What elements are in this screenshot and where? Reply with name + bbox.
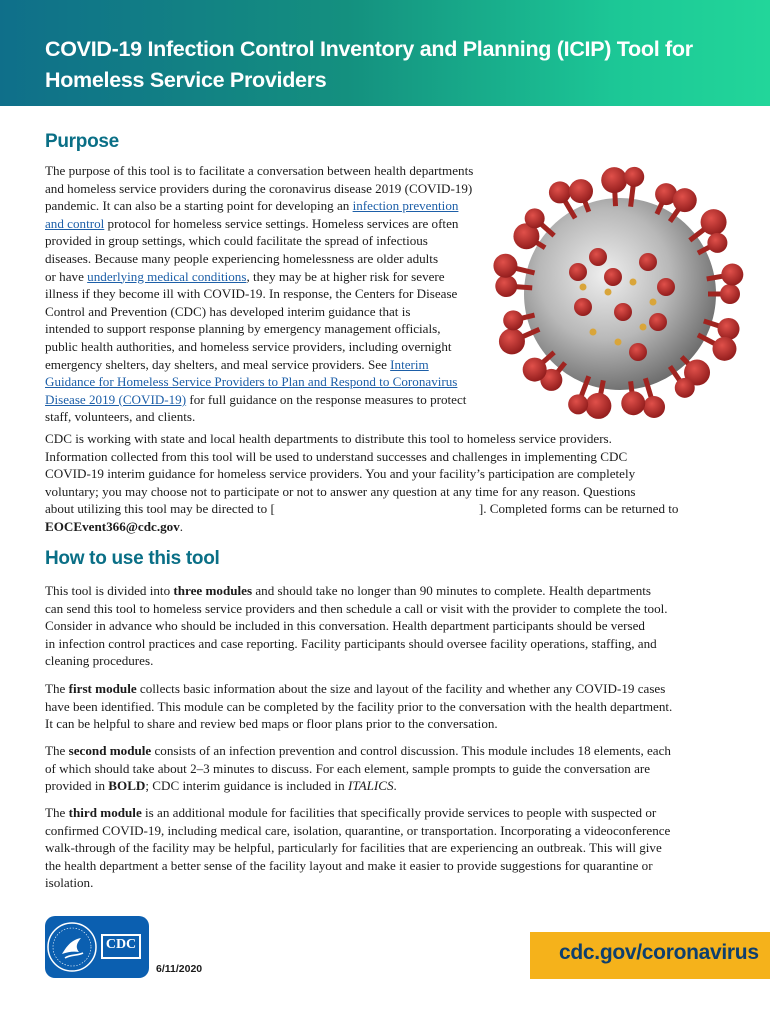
how-to-paragraph-3: The second module consists of an infection prevention and control discussion. This module includes 18 elements, each of which should take about 2–3 minutes to discuss. For each element, sample prompts to guide the conversation are provided in BOLD; CDC interim guidance is included in ITALICS. (45, 743, 671, 794)
purpose-paragraph-1: The purpose of this tool is to facilitate a conversation between health departments and homeless service providers during the coronavirus disease 2019 (COVID-19) pandemic. It can also be a starting point for developing an infection prevention and control protocol for homeless service settings. Homeless services are often provided in group settings, which could facilitate the spread of infectious diseases. Because many people experiencing homelessness are older adults or have underlying medical conditions, they may be at higher risk for severe illness if they become ill with COVID-19. In response, the Centers for Disease Control and Prevention (CDC) has developed interim guidance that is intended to support response planning by emergency management officials, public health authorities, and homeless service providers, including overnight emergency shelters, day shelters, and meal service providers. See Interim Guidance for Homeless Service Providers to Plan and Respond to Coronavirus Disease 2019 (COVID-19) for full guidance on the response measures to protect staff, volunteers, and clients. (45, 163, 474, 425)
interim-guidance-link[interactable]: Interim (390, 356, 429, 372)
surface-spike (614, 303, 632, 321)
spike-head (569, 179, 593, 203)
spike-head (701, 209, 727, 235)
surface-protein (640, 324, 647, 331)
surface-protein (615, 339, 622, 346)
infection-prevention-link-cont[interactable]: and control (45, 215, 105, 231)
surface-protein (630, 279, 637, 286)
surface-spike (589, 248, 607, 266)
surface-spike (604, 268, 622, 286)
spike-head (495, 275, 517, 297)
spike-head (707, 233, 727, 253)
spike-head (568, 394, 588, 414)
underlying-conditions-link[interactable]: underlying medical conditions (87, 268, 247, 284)
spike-head (549, 181, 571, 203)
spike-head (499, 328, 525, 354)
how-to-paragraph-4: The third module is an additional module for facilities that specifically provide services to people with suspected or confirmed COVID-19, including medical care, isolation, quarantine, or transportation. Incorporating a videoconference walk-through of the facility may be helpful, particularly for facilities that are experiencing an outbreak. This will give the health department a better sense of the facility layout and make it easier to provide suggestions for quarantine or isolation. (45, 805, 671, 891)
spike-head (643, 396, 665, 418)
surface-protein (605, 289, 612, 296)
surface-spike (569, 263, 587, 281)
surface-spike (657, 278, 675, 296)
spike-head (601, 167, 627, 193)
contact-email: EOCEvent366@cdc.gov (45, 518, 180, 534)
surface-protein (650, 299, 657, 306)
website-banner[interactable] (530, 932, 770, 979)
surface-spike (629, 343, 647, 361)
purpose-heading: Purpose (45, 131, 119, 152)
spike-head (712, 337, 736, 361)
surface-protein (590, 329, 597, 336)
interim-guidance-link-cont[interactable]: Guidance for Homeless Service Providers to Plan and Respond to Coronavirus (45, 374, 458, 390)
document-title: COVID-19 Infection Control Inventory and Planning (ICIP) Tool for Homeless Service Providers (45, 37, 693, 92)
surface-spike (639, 253, 657, 271)
hhs-cdc-logo (45, 916, 149, 978)
website-url[interactable]: cdc.gov/coronavirus (559, 941, 759, 964)
how-to-heading: How to use this tool (45, 548, 220, 569)
interim-guidance-link-end[interactable]: Disease 2019 (COVID-19) (45, 391, 187, 407)
header-banner (0, 0, 770, 106)
spike-head (718, 318, 740, 340)
spike-head (503, 310, 523, 330)
purpose-paragraph-2: CDC is working with state and local health departments to distribute this tool to homeless service providers. Information collected from this tool will be used to understand successes and challenges in implementing CDC COVID-19 interim guidance for homeless service providers. You and your facility’s participation are completely voluntary; you may choose not to participate or not to answer any question at any time for any reason. Questions about utilizing this tool may be directed to [ ]. Completed forms can be returned to EOCEvent366@cdc.gov. (45, 431, 679, 534)
spike-head (493, 254, 517, 278)
how-to-paragraph-1: This tool is divided into three modules and should take no longer than 90 minutes to complete. Health departments can send this tool to homeless service providers and then schedule a call or visit with the provider to complete the tool. Consider in advance who should be included in this conversation. Health department participants should be versed in infection control practices and case reporting. Facility participants should oversee facility operations, staffing, and cleaning procedures. (45, 583, 668, 669)
document-date: 6/11/2020 (156, 963, 203, 975)
cdc-logo-text: CDC (105, 937, 137, 952)
spike-head (525, 208, 545, 228)
spike-head (721, 264, 743, 286)
spike-head (585, 393, 611, 419)
how-to-paragraph-2: The first module collects basic information about the size and layout of the facility and whether any COVID-19 cases have been identified. This module can be completed by the facility prior to the conversation with the health department. It can be helpful to share and review bed maps or floor plans prior to the conversation. (45, 681, 673, 732)
spike-head (675, 378, 695, 398)
surface-protein (580, 284, 587, 291)
spike-head (720, 284, 740, 304)
spike-head (673, 188, 697, 212)
surface-spike (574, 298, 592, 316)
spike-head (523, 358, 547, 382)
infection-prevention-link[interactable]: infection prevention (352, 198, 459, 214)
spike-head (621, 391, 645, 415)
coronavirus-illustration (488, 162, 752, 426)
surface-spike (649, 313, 667, 331)
spike-head (624, 167, 644, 187)
